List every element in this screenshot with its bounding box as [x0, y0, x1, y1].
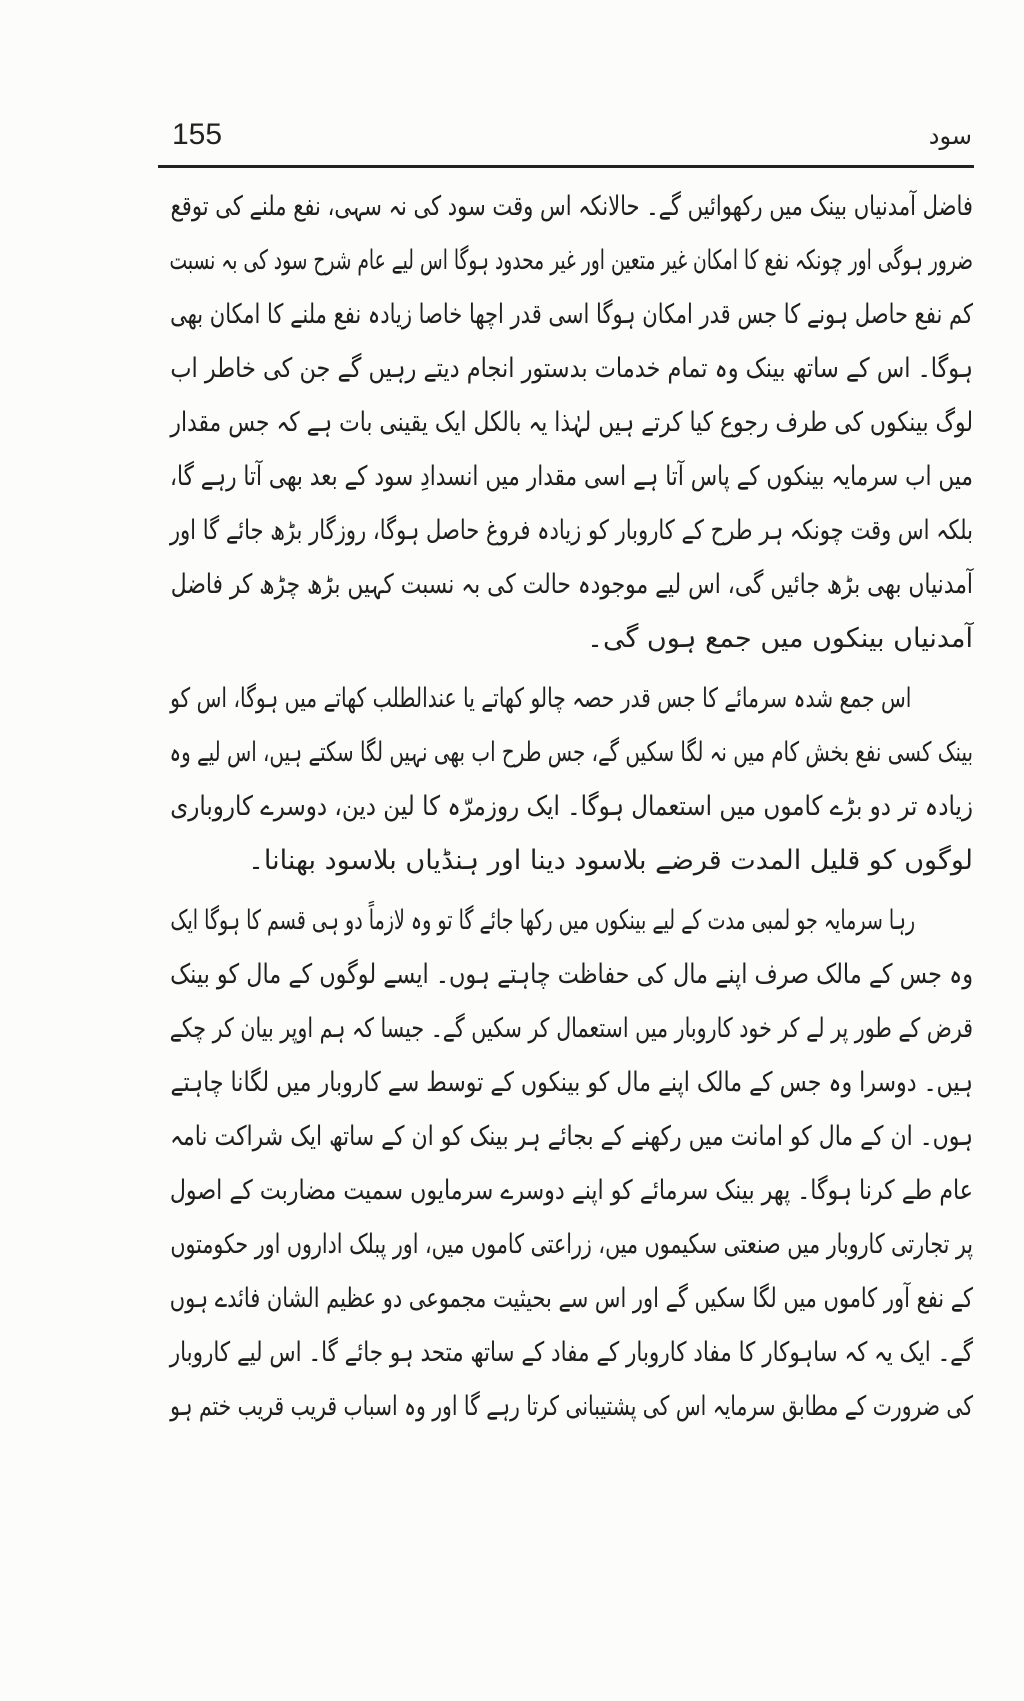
text-line: میں اب سرمایہ بینکوں کے پاس آتا ہے اسی مقدار میں انسدادِ سود کے بعد بھی آتا رہے گا،: [170, 461, 973, 492]
text-line: گے۔ ایک یہ کہ ساہوکار کا مفاد کاروبار کے مفاد کے ساتھ متحد ہو جائے گا۔ اس لیے کاروبار: [169, 1337, 973, 1368]
running-title: سود: [928, 122, 972, 150]
text-line: اس جمع شدہ سرمائے کا جس قدر حصہ چالو کھاتے یا عندالطلب کھاتے میں ہوگا، اس کو: [170, 683, 912, 714]
text-line: کے نفع آور کاموں میں لگا سکیں گے اور اس سے بحیثیت مجموعی دو عظیم الشان فائدے ہوں: [169, 1283, 973, 1314]
text-line: بلکہ اس وقت چونکہ ہر طرح کے کاروبار کو زیادہ فروغ حاصل ہوگا، روزگار بڑھ جائے گا اور: [169, 515, 973, 546]
text-line: ہوں۔ ان کے مال کو امانت میں رکھنے کے بجائے ہر بینک کو ان کے ساتھ ایک شراکت نامہ: [170, 1121, 973, 1152]
text-line: وہ جس کے مالک صرف اپنے مال کی حفاظت چاہتے ہوں۔ ایسے لوگوں کے مال کو بینک: [170, 959, 973, 990]
paragraph: [170, 672, 973, 888]
text-line: آمدنیاں بینکوں میں جمع ہوں گی۔: [587, 623, 973, 654]
text-line: لوگوں کو قلیل المدت قرضے بلاسود دینا اور ہنڈیاں بلاسود بھنانا۔: [248, 845, 973, 876]
text-line: کی ضرورت کے مطابق سرمایہ اس کی پشتیبانی کرتا رہے گا اور وہ اسباب قریب قریب ختم ہو: [170, 1391, 973, 1422]
text-line: زیادہ تر دو بڑے کاموں میں استعمال ہوگا۔ ایک روزمرّہ کا لین دین، دوسرے کاروباری: [170, 791, 974, 822]
text-line: کم نفع حاصل ہونے کا جس قدر امکان ہوگا اسی قدر اچھا خاصا زیادہ نفع ملنے کا امکان بھی: [170, 299, 973, 330]
page-number: 155: [172, 118, 223, 151]
text-line: ضرور ہوگی اور چونکہ نفع کا امکان غیر متعین اور غیر محدود ہوگا اس لیے عام شرح سود کی بہ نسبت: [169, 245, 974, 276]
text-line: پر تجارتی کاروبار میں صنعتی سکیموں میں، زراعتی کاموں میں، اور پبلک اداروں اور حکومتوں: [170, 1229, 974, 1260]
text-line: آمدنیاں بھی بڑھ جائیں گی، اس لیے موجودہ حالت کی بہ نسبت کہیں بڑھ چڑھ کر فاضل: [170, 569, 974, 600]
text-line: رہا سرمایہ جو لمبی مدت کے لیے بینکوں میں رکھا جائے گا تو وہ لازماً دو ہی قسم کا ہوگا ایک: [170, 905, 916, 936]
text-line: لوگ بینکوں کی طرف رجوع کیا کرتے ہیں لہٰذا یہ بالکل ایک یقینی بات ہے کہ جس مقدار: [170, 407, 974, 438]
body-text: [170, 180, 973, 1434]
text-line: فاضل آمدنیاں بینک میں رکھوائیں گے۔ حالانکہ اس وقت سود کی نہ سہی، نفع ملنے کی توقع: [170, 191, 973, 222]
text-line: بینک کسی نفع بخش کام میں نہ لگا سکیں گے، جس طرح اب بھی نہیں لگا سکتے ہیں، اس لیے وہ: [169, 737, 973, 768]
paragraph: [170, 894, 973, 1434]
text-line: ہوگا۔ اس کے ساتھ بینک وہ تمام خدمات بدستور انجام دیتے رہیں گے جن کی خاطر اب: [170, 353, 974, 384]
text-line: قرض کے طور پر لے کر خود کاروبار میں استعمال کر سکیں گے۔ جیسا کہ ہم اوپر بیان کر چکے: [169, 1013, 974, 1044]
paragraph: [170, 180, 973, 666]
header-rule: [158, 165, 974, 168]
text-line: عام طے کرنا ہوگا۔ پھر بینک سرمائے کو اپنے دوسرے سرمایوں سمیت مضاربت کے اصول: [169, 1175, 974, 1206]
text-line: ہیں۔ دوسرا وہ جس کے مالک اپنے مال کو بینکوں کے توسط سے کاروبار میں لگانا چاہتے: [170, 1067, 974, 1098]
